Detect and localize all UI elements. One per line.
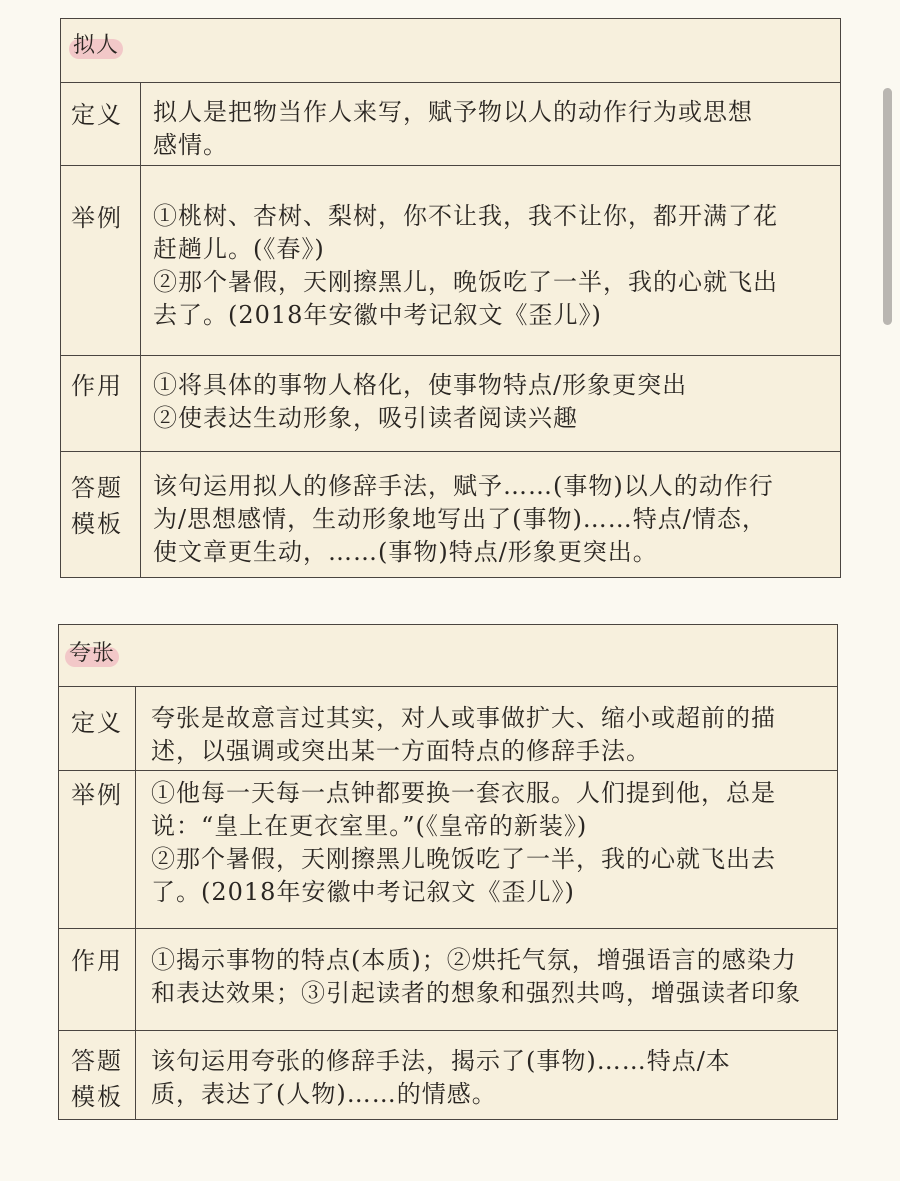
row-label: 答题 模板	[71, 1047, 123, 1111]
table-row	[61, 355, 840, 451]
section-title: 拟人	[69, 31, 123, 61]
table-row	[61, 165, 840, 355]
row-content: 夸张是故意言过其实，对人或事做扩大、缩小或超前的描 述，以强调或突出某一方面特点的修辞手法。	[151, 704, 776, 765]
row-content: ①桃树、杏树、梨树，你不让我，我不让你，都开满了花 赶趟儿。(《春》) ②那个暑假，天刚擦黑儿，晚饭吃了一半，我的心就飞出 去了。(2018年安徽中考记叙文《歪儿》)	[153, 202, 778, 329]
table-row	[59, 1030, 837, 1119]
table-row	[61, 451, 840, 577]
row-content: 该句运用拟人的修辞手法，赋予……(事物)以人的动作行 为/思想感情，生动形象地写出了(事物)……特点/情态， 使文章更生动，……(事物)特点/形象更突出。	[153, 472, 774, 566]
table-hyperbole	[58, 624, 838, 1120]
vertical-scrollbar[interactable]	[883, 88, 892, 325]
row-label: 作用	[71, 947, 123, 975]
table-row	[59, 928, 837, 1030]
table-row	[59, 686, 837, 770]
row-label: 举例	[71, 781, 123, 809]
row-label: 定义	[71, 709, 123, 737]
table-row	[61, 82, 840, 165]
row-content: 该句运用夸张的修辞手法，揭示了(事物)……特点/本 质，表达了(人物)……的情感。	[151, 1047, 731, 1108]
row-label: 答题 模板	[71, 474, 123, 538]
row-label: 举例	[71, 204, 123, 232]
row-label: 作用	[71, 372, 123, 400]
row-label: 定义	[71, 101, 123, 129]
row-content: ①揭示事物的特点(本质)；②烘托气氛，增强语言的感染力 和表达效果；③引起读者的想象和强烈共鸣，增强读者印象	[151, 946, 801, 1007]
table-personification	[60, 18, 841, 578]
row-content: 拟人是把物当作人来写，赋予物以人的动作行为或思想 感情。	[153, 98, 753, 159]
row-content: ①他每一天每一点钟都要换一套衣服。人们提到他，总是 说：“皇上在更衣室里。”(《皇帝的新装》) ②那个暑假，天刚擦黑儿晚饭吃了一半，我的心就飞出去 了。(2018年安徽中考记叙文《歪儿》)	[151, 779, 776, 906]
section-title: 夸张	[65, 639, 119, 669]
table-row	[59, 770, 837, 928]
row-content: ①将具体的事物人格化，使事物特点/形象更突出 ②使表达生动形象，吸引读者阅读兴趣	[153, 371, 688, 432]
